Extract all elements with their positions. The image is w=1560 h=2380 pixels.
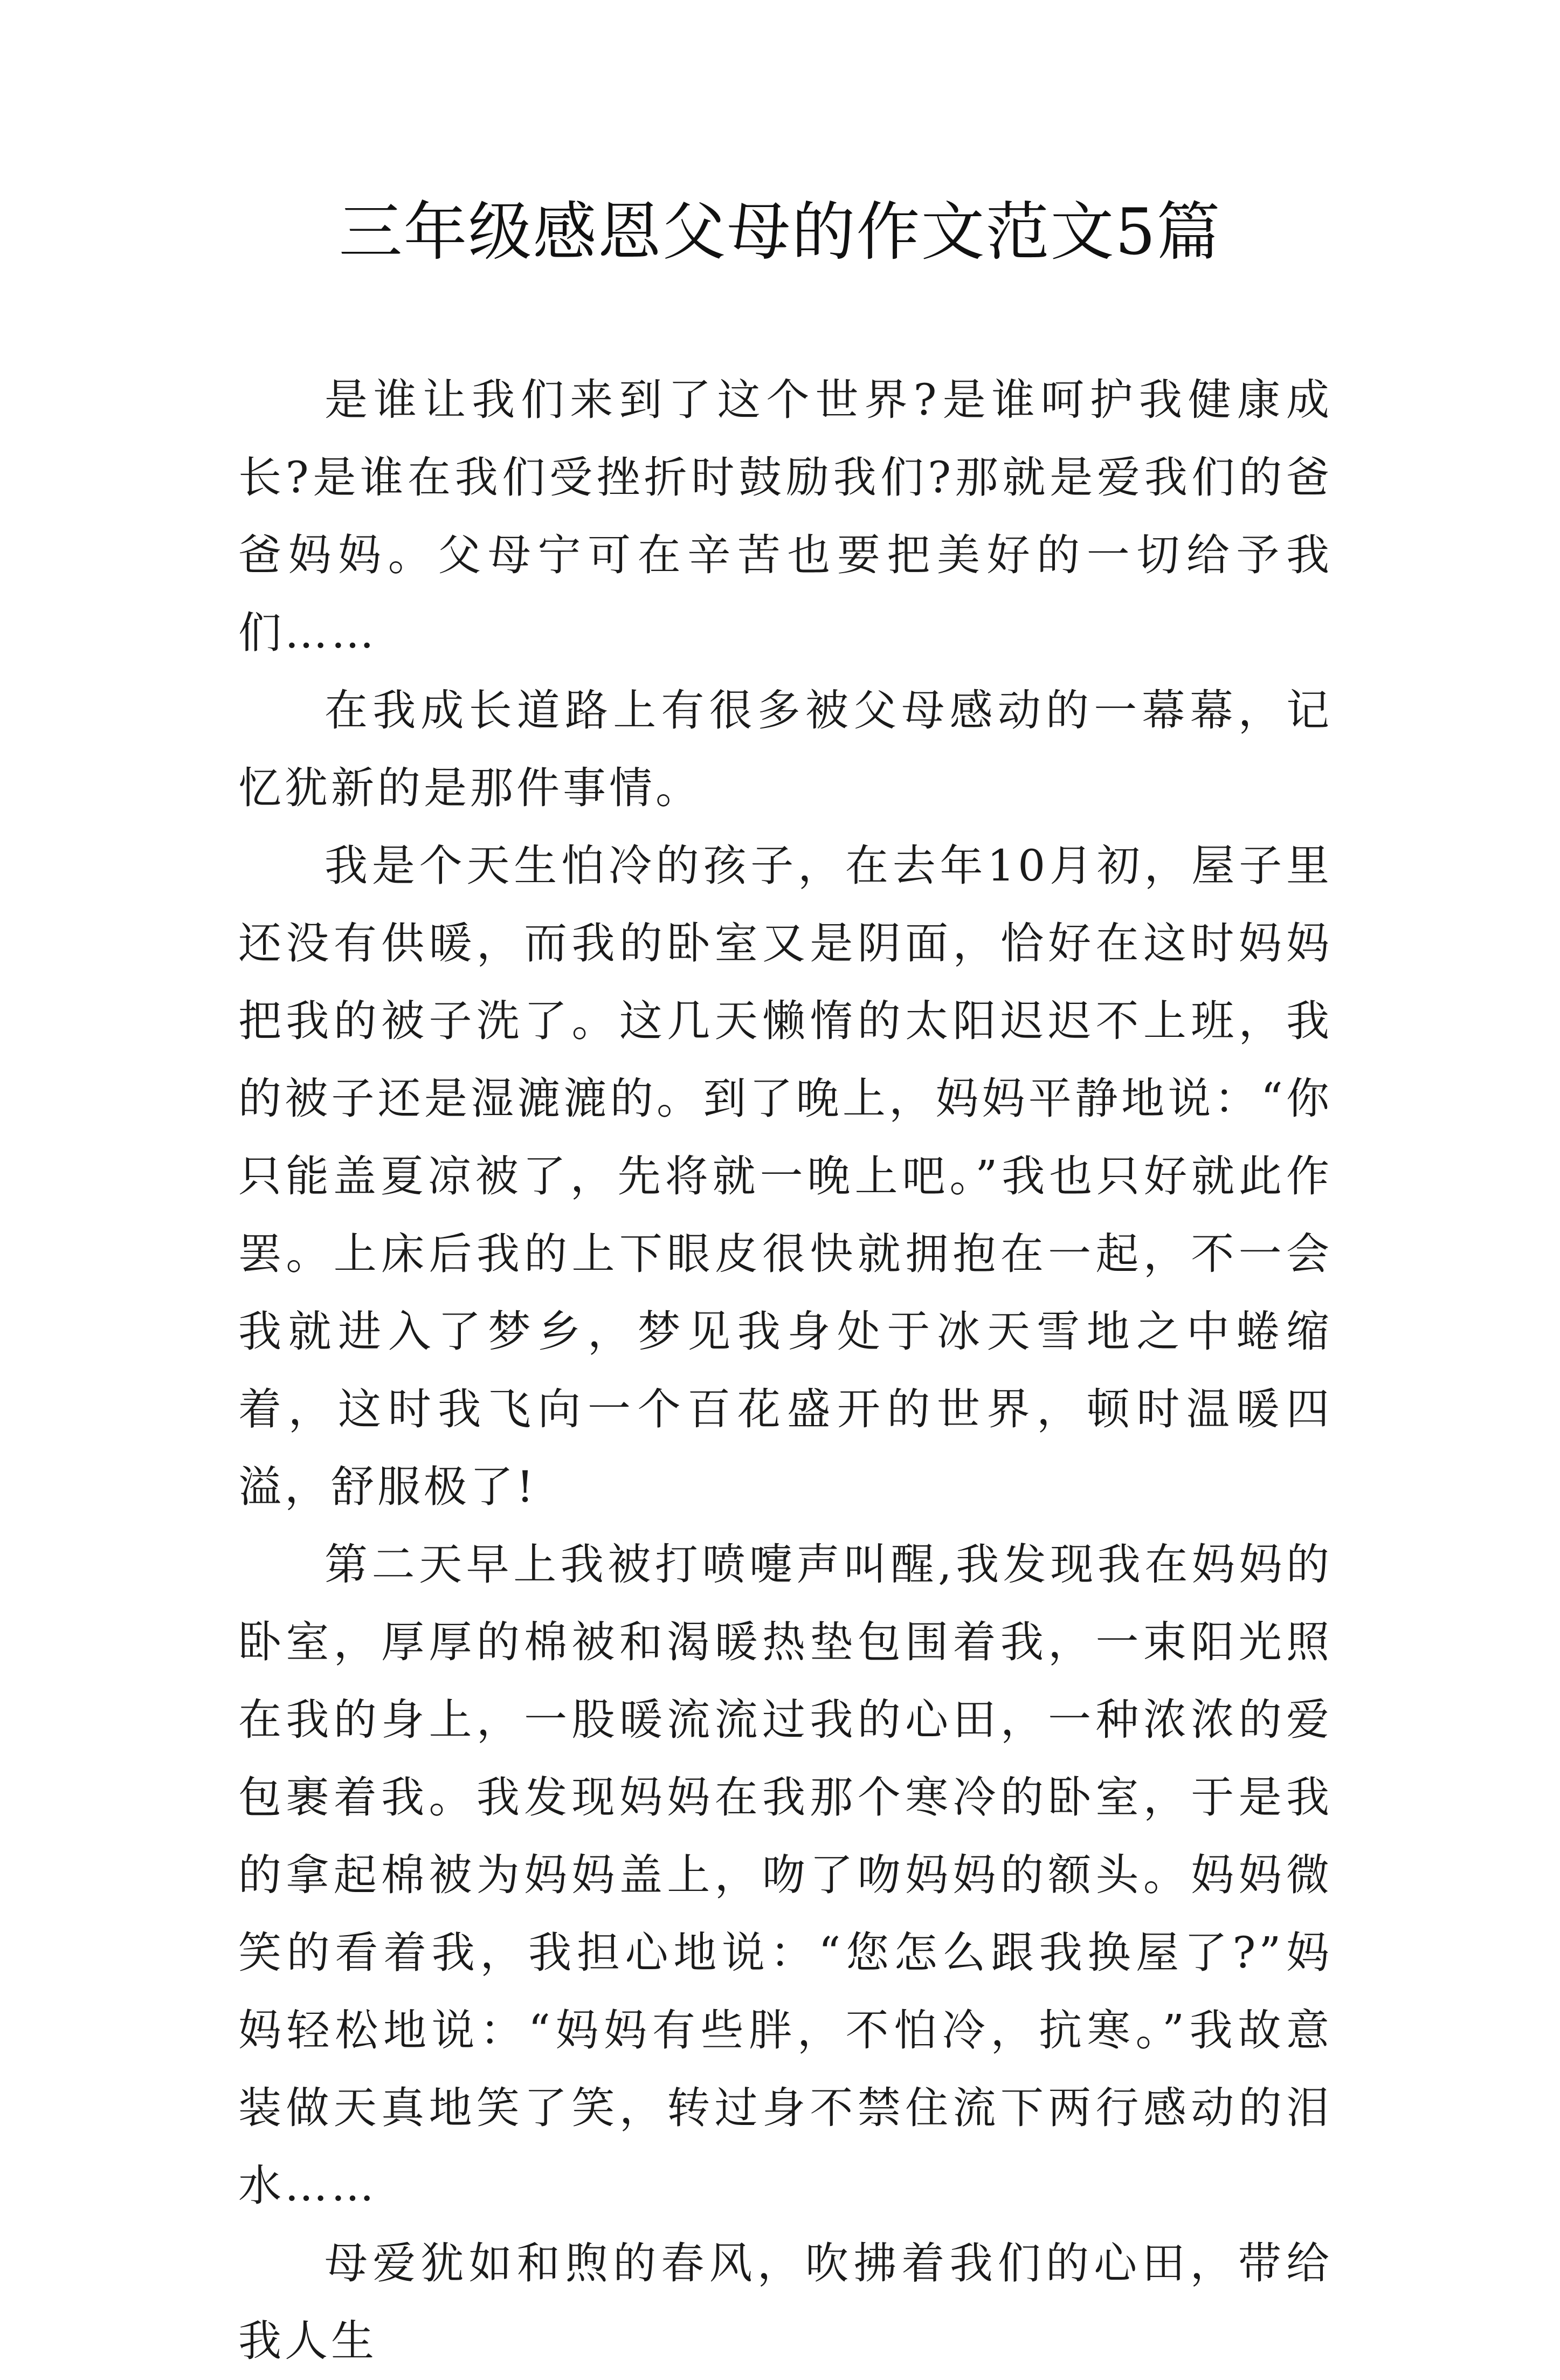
paragraph: 第二天早上我被打喷嚏声叫醒,我发现我在妈妈的卧室，厚厚的棉被和渴暖热垫包围着我，一束阳光照在我的身上，一股暖流流过我的心田，一种浓浓的爱包裹着我。我发现妈妈在我那个寒冷的卧室，于是我的拿起棉被为妈妈盖上，吻了吻妈妈的额头。妈妈微笑的看着我，我担心地说：“您怎么跟我换屋了?”妈妈轻松地说：“妈妈有些胖，不怕冷，抗寒。”我故意装做天真地笑了笑，转过身不禁住流下两行感动的泪水…… [238, 1539, 1333, 2211]
document-title: 三年级感恩父母的作文范文5篇 [339, 195, 1221, 269]
paragraph: 是谁让我们来到了这个世界?是谁呵护我健康成长?是谁在我们受挫折时鼓励我们?那就是爱我们的爸爸妈妈。父母宁可在辛苦也要把美好的一切给予我们…… [238, 375, 1333, 658]
document-body [238, 361, 1333, 2380]
paragraph: 在我成长道路上有很多被父母感动的一幕幕，记忆犹新的是那件事情。 [238, 685, 1333, 813]
paragraph: 我是个天生怕冷的孩子，在去年10月初，屋子里还没有供暖，而我的卧室又是阴面，恰好在这时妈妈把我的被子洗了。这几天懒惰的太阳迟迟不上班，我的被子还是湿漉漉的。到了晚上，妈妈平静地说：“你只能盖夏凉被了，先将就一晚上吧。”我也只好就此作罢。上床后我的上下眼皮很快就拥抱在一起，不一会我就进入了梦乡，梦见我身处于冰天雪地之中蜷缩着，这时我飞向一个百花盛开的世界，顿时温暖四溢，舒服极了! [238, 841, 1333, 1512]
paragraph: 母爱犹如和煦的春风，吹拂着我们的心田，带给我人生 [238, 2238, 1333, 2366]
